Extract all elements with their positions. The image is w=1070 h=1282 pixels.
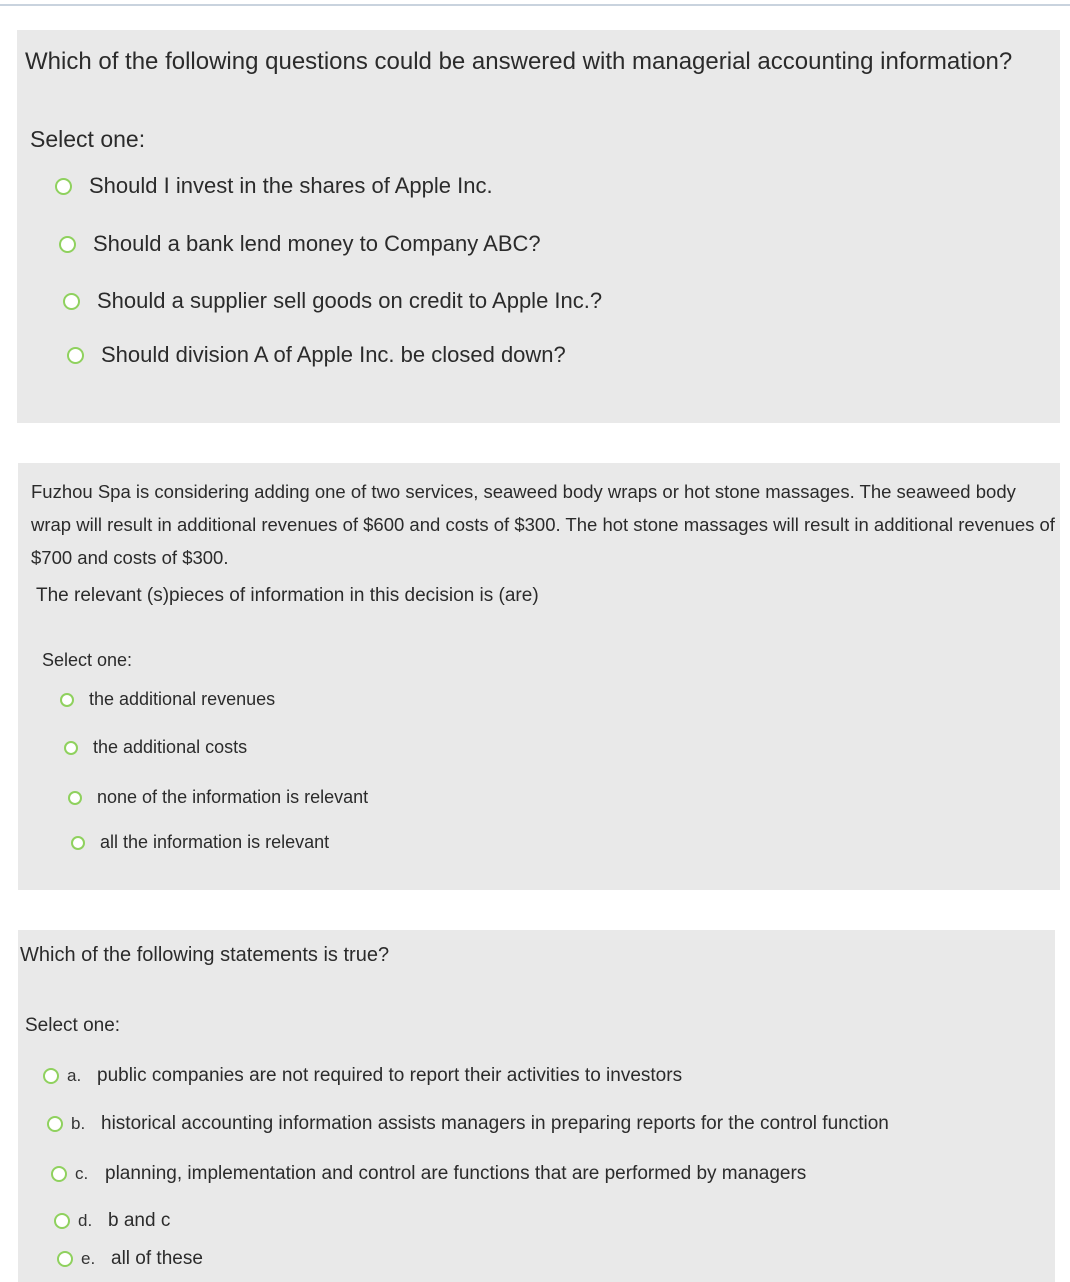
option-label: public companies are not required to report their activities to investors bbox=[97, 1065, 683, 1086]
option-c[interactable] bbox=[51, 1163, 806, 1185]
radio-button-icon[interactable] bbox=[64, 741, 78, 755]
option-label: Should division A of Apple Inc. be closed down? bbox=[101, 342, 566, 367]
option-label: Should I invest in the shares of Apple Inc. bbox=[89, 173, 493, 198]
option-letter: c. bbox=[75, 1164, 89, 1183]
question-text: Fuzhou Spa is considering adding one of two services, seaweed body wraps or hot stone massages. The seaweed body wrap will result in additional revenues of $600 and costs of $300. The hot stone massages will result in additional revenues of $700 and costs of $300. bbox=[31, 481, 1055, 568]
option-additional-costs[interactable] bbox=[64, 737, 247, 758]
radio-button-icon[interactable] bbox=[43, 1068, 59, 1084]
option-a[interactable] bbox=[43, 1065, 682, 1087]
option-label: Should a bank lend money to Company ABC? bbox=[93, 231, 541, 256]
option-label: planning, implementation and control are functions that are performed by managers bbox=[105, 1163, 807, 1184]
radio-button-icon[interactable] bbox=[71, 836, 85, 850]
option-letter: b. bbox=[71, 1114, 86, 1133]
question-prompt: The relevant (s)pieces of information in this decision is (are) bbox=[36, 585, 539, 606]
option-label: all the information is relevant bbox=[100, 832, 330, 852]
question-card-3 bbox=[18, 930, 1055, 1282]
option-label: all of these bbox=[111, 1248, 203, 1269]
question-text: Which of the following statements is true? bbox=[20, 944, 390, 966]
option-additional-revenues[interactable] bbox=[60, 689, 275, 710]
question-text: Which of the following questions could be answered with managerial accounting information? bbox=[25, 48, 1013, 75]
option-none-relevant[interactable] bbox=[68, 787, 368, 808]
radio-button-icon[interactable] bbox=[55, 178, 72, 195]
option-label: the additional revenues bbox=[89, 689, 276, 709]
option-bank-lend-money[interactable] bbox=[59, 231, 541, 257]
option-letter: d. bbox=[78, 1211, 93, 1230]
select-one-label: Select one: bbox=[42, 650, 133, 670]
radio-button-icon[interactable] bbox=[54, 1213, 70, 1229]
option-label: b and c bbox=[108, 1210, 171, 1231]
question-card-1 bbox=[17, 30, 1060, 423]
option-d[interactable] bbox=[54, 1210, 170, 1232]
option-e[interactable] bbox=[57, 1248, 203, 1270]
option-label: historical accounting information assists managers in preparing reports for the control function bbox=[101, 1113, 889, 1134]
select-one-label: Select one: bbox=[25, 1015, 121, 1036]
option-letter: e. bbox=[81, 1249, 96, 1268]
radio-button-icon[interactable] bbox=[47, 1116, 63, 1132]
option-letter: a. bbox=[67, 1066, 82, 1085]
option-close-division-a[interactable] bbox=[67, 342, 566, 368]
radio-button-icon[interactable] bbox=[59, 236, 76, 253]
radio-button-icon[interactable] bbox=[60, 693, 74, 707]
option-b[interactable] bbox=[47, 1113, 889, 1135]
radio-button-icon[interactable] bbox=[63, 293, 80, 310]
select-one-label: Select one: bbox=[30, 126, 146, 152]
option-label: the additional costs bbox=[93, 737, 248, 757]
option-label: none of the information is relevant bbox=[97, 787, 369, 807]
radio-button-icon[interactable] bbox=[57, 1251, 73, 1267]
radio-button-icon[interactable] bbox=[51, 1166, 67, 1182]
question-card-2 bbox=[18, 463, 1060, 890]
option-invest-apple-shares[interactable] bbox=[55, 173, 493, 199]
radio-button-icon[interactable] bbox=[68, 791, 82, 805]
option-supplier-credit[interactable] bbox=[63, 288, 602, 314]
top-divider bbox=[0, 4, 1070, 6]
option-all-relevant[interactable] bbox=[71, 832, 329, 853]
option-label: Should a supplier sell goods on credit to Apple Inc.? bbox=[97, 288, 603, 313]
radio-button-icon[interactable] bbox=[67, 347, 84, 364]
